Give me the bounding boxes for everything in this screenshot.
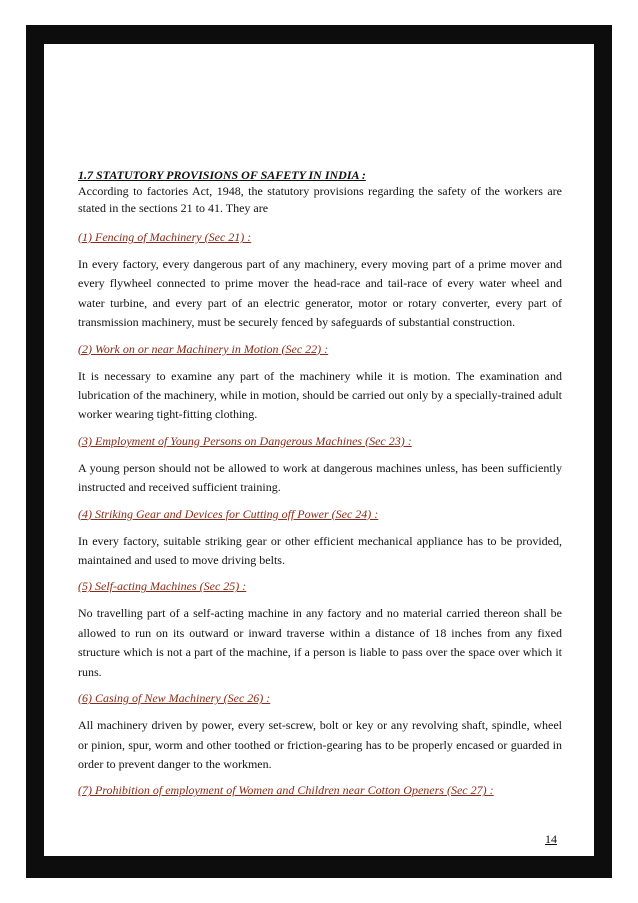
section-title: 1.7 STATUTORY PROVISIONS OF SAFETY IN INDIA : — [78, 168, 366, 182]
provision-text-4: In every factory, suitable striking gear or other efficient mechanical appliance has to be provided, maintained and used to move driving belts. — [78, 533, 562, 568]
provision-text-5: No travelling part of a self-acting machine in any factory and no material carried thereon shall be allowed to run on its outward or inward traverse within a distance of 18 inches from any fixed structure which is not a part of the machine, if a person is liable to pass over the space over which it runs. — [78, 606, 562, 679]
provision-heading-5: (5) Self-acting Machines (Sec 25) : — [78, 579, 247, 594]
provision-heading-1: (1) Fencing of Machinery (Sec 21) : — [78, 230, 252, 244]
provision-text-2: It is necessary to examine any part of the machinery while it is motion. The examination and lubrication of the machinery, while in motion, should be carried out only by a specially-trained adult worker wearing tight-fitting clothing. — [78, 368, 562, 422]
section-intro: According to factories Act, 1948, the statutory provisions regarding the safety of the workers are stated in the sections 21 to 41. They are — [78, 184, 562, 215]
page-number: 14 — [545, 832, 557, 846]
provision-heading-2: (2) Work on or near Machinery in Motion (Sec 22) : — [78, 341, 329, 356]
provision-heading-4: (4) Striking Gear and Devices for Cutting off Power (Sec 24) : — [78, 506, 379, 521]
provision-text-6: All machinery driven by power, every set-screw, bolt or key or any revolving shaft, spindle, wheel or pinion, spur, worm and other toothed or friction-gearing has to be properly encased or guarded in order to prevent danger to the workmen. — [78, 718, 562, 771]
provision-heading-6: (6) Casing of New Machinery (Sec 26) : — [78, 691, 271, 706]
provision-heading-7: (7) Prohibition of employment of Women and Children near Cotton Openers (Sec 27) : — [78, 783, 494, 798]
provision-heading-3: (3) Employment of Young Persons on Dangerous Machines (Sec 23) : — [78, 433, 412, 448]
document-content — [78, 168, 562, 808]
provision-text-3: A young person should not be allowed to work at dangerous machines unless, has been sufficiently instructed and received sufficient training. — [78, 460, 562, 495]
provision-text-1: In every factory, every dangerous part of any machinery, every moving part of a prime mover and every flywheel connected to prime mover the head-race and tail-race of every water wheel and water turbine, and every part of an electric generator, motor or rotary converter, every part of transmission machinery, must be securely fenced by safeguards of substantial construction. — [78, 257, 562, 330]
